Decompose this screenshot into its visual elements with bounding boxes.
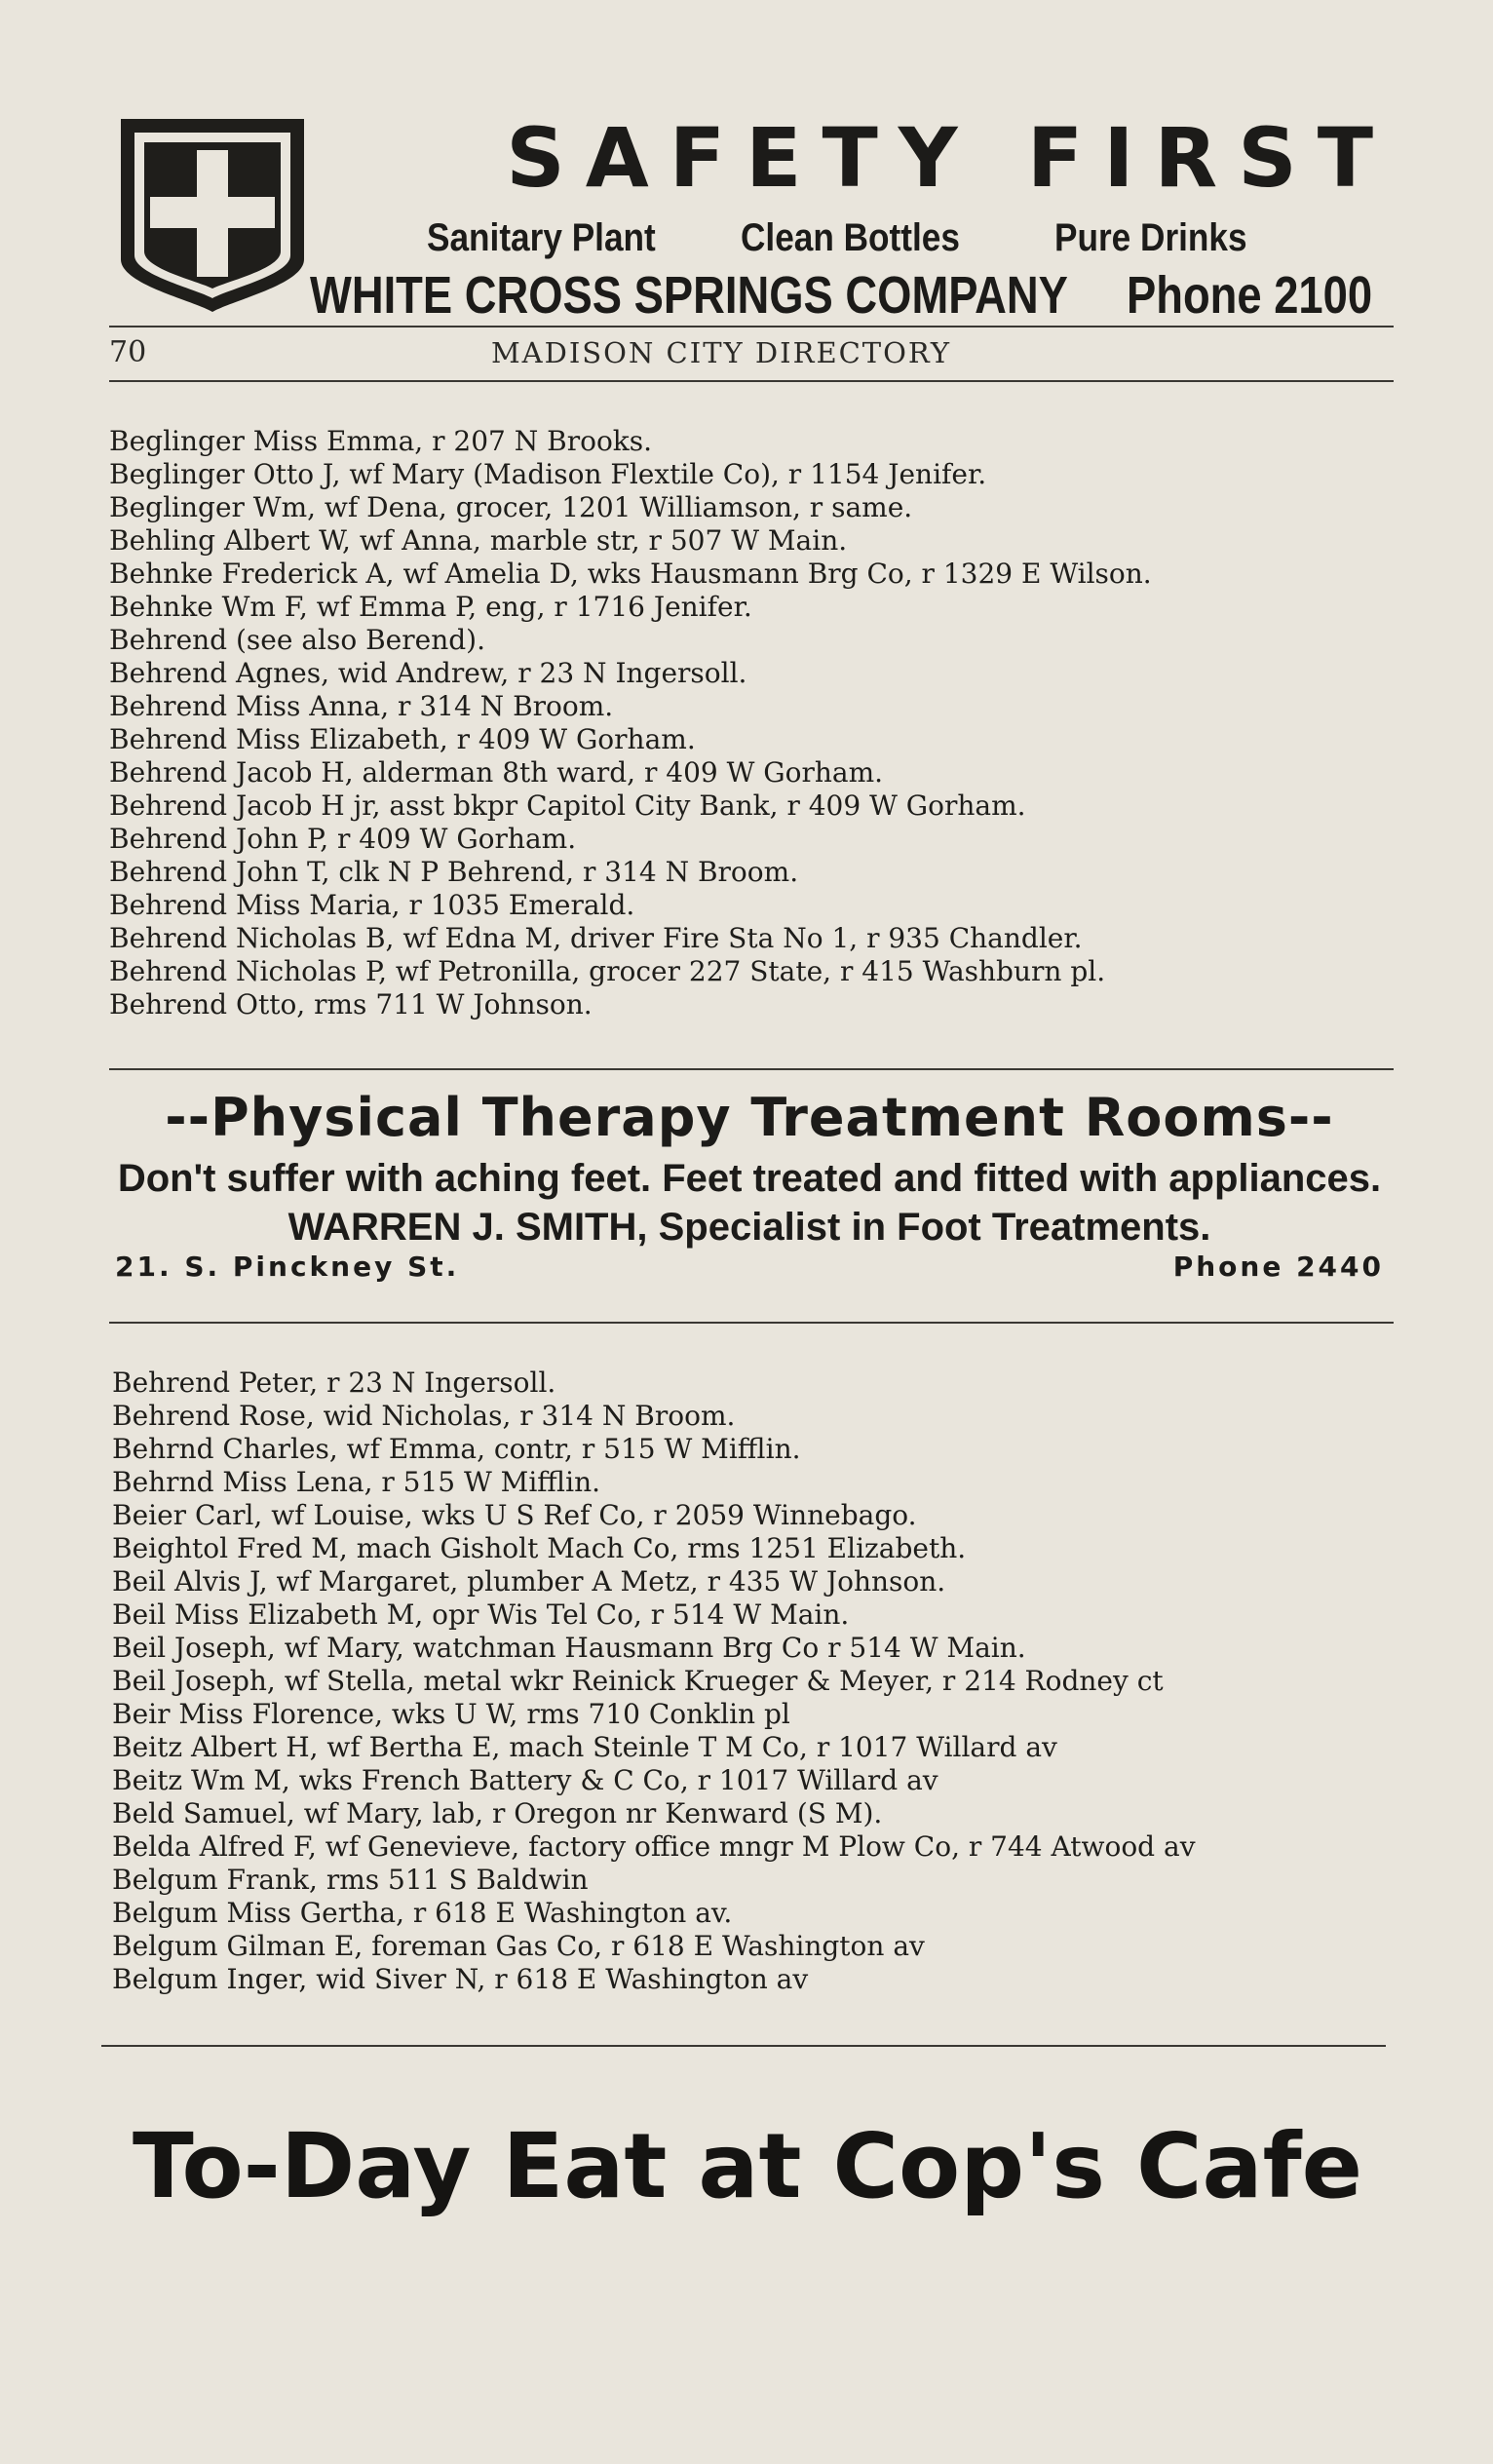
ad-mid-tagline: Don't suffer with aching feet. Feet treated and fitted with appliances. (117, 1157, 1382, 1200)
ad-mid-specialist: WARREN J. SMITH, Specialist in Foot Treatments. (287, 1206, 1211, 1249)
ad-mid-phone: Phone 2440 (1172, 1251, 1384, 1283)
list-item: Behnke Frederick A, wf Amelia D, wks Hausmann Brg Co, r 1329 E Wilson. (109, 558, 1152, 590)
top-advertisement (115, 109, 1394, 325)
ad-tagline-sanitary: Sanitary Plant (427, 216, 656, 259)
list-item: Beil Joseph, wf Mary, watchman Hausmann Brg Co r 514 W Main. (112, 1632, 1026, 1664)
list-item: Beier Carl, wf Louise, wks U S Ref Co, r 2059 Winnebago. (112, 1499, 917, 1531)
list-item: Behrend Miss Anna, r 314 N Broom. (109, 690, 614, 722)
list-item: Behrend John P, r 409 W Gorham. (109, 823, 577, 855)
page-number: 70 (109, 335, 147, 369)
list-item: Behnke Wm F, wf Emma P, eng, r 1716 Jenifer. (109, 591, 752, 623)
list-item: Behrend Peter, r 23 N Ingersoll. (112, 1367, 556, 1399)
list-item: Behrnd Miss Lena, r 515 W Mifflin. (112, 1466, 601, 1498)
directory-listings-bottom (112, 1367, 1196, 1996)
middle-advertisement (115, 1084, 1384, 1296)
list-item: Beglinger Otto J, wf Mary (Madison Flextile Co), r 1154 Jenifer. (109, 458, 987, 490)
list-item: Belgum Inger, wid Siver N, r 618 E Washington av (112, 1963, 809, 1995)
list-item: Behling Albert W, wf Anna, marble str, r 507 W Main. (109, 524, 848, 557)
list-item: Behrnd Charles, wf Emma, contr, r 515 W Mifflin. (112, 1433, 801, 1465)
list-item: Belda Alfred F, wf Genevieve, factory office mngr M Plow Co, r 744 Atwood av (112, 1830, 1196, 1863)
header-rule-bottom (109, 380, 1394, 382)
bottom-advertisement: To-Day Eat at Cop's Cafe (132, 2114, 1363, 2218)
ad-rule-bottom (109, 1322, 1394, 1324)
footer-ad-rule (101, 2045, 1386, 2047)
list-item: Behrend Rose, wid Nicholas, r 314 N Broom. (112, 1400, 736, 1432)
list-item: Beglinger Miss Emma, r 207 N Brooks. (109, 425, 653, 457)
ad-company-name: WHITE CROSS SPRINGS COMPANY (310, 266, 1068, 325)
list-item: Beightol Fred M, mach Gisholt Mach Co, rms 1251 Elizabeth. (112, 1532, 967, 1564)
list-item: Behrend Nicholas B, wf Edna M, driver Fire Sta No 1, r 935 Chandler. (109, 922, 1083, 954)
list-item: Behrend Nicholas P, wf Petronilla, grocer 227 State, r 415 Washburn pl. (109, 955, 1106, 987)
list-item: Beglinger Wm, wf Dena, grocer, 1201 Williamson, r same. (109, 491, 913, 523)
list-item: Belgum Gilman E, foreman Gas Co, r 618 E Washington av (112, 1930, 925, 1962)
list-item: Belgum Miss Gertha, r 618 E Washington av. (112, 1897, 733, 1929)
list-item: Beitz Wm M, wks French Battery & C Co, r 1017 Willard av (112, 1764, 938, 1796)
list-item: Beil Joseph, wf Stella, metal wkr Reinick Krueger & Meyer, r 214 Rodney ct (112, 1665, 1164, 1697)
list-item: Beitz Albert H, wf Bertha E, mach Steinle T M Co, r 1017 Willard av (112, 1731, 1057, 1763)
list-item: Behrend Agnes, wid Andrew, r 23 N Ingersoll. (109, 657, 747, 689)
white-cross-shield-icon (115, 113, 310, 314)
ad-headline: SAFETY FIRST (506, 110, 1394, 206)
ad-tagline-bottles: Clean Bottles (741, 216, 960, 259)
header-rule-top (109, 326, 1394, 327)
directory-listings-top (109, 425, 1152, 1021)
list-item: Beil Miss Elizabeth M, opr Wis Tel Co, r 514 W Main. (112, 1598, 850, 1631)
list-item: Beir Miss Florence, wks U W, rms 710 Conklin pl (112, 1698, 790, 1730)
ad-phone: Phone 2100 (1127, 266, 1373, 325)
list-item: Behrend (see also Berend). (109, 624, 485, 656)
list-item: Beil Alvis J, wf Margaret, plumber A Metz, r 435 W Johnson. (112, 1565, 946, 1598)
list-item: Behrend Miss Maria, r 1035 Emerald. (109, 889, 635, 921)
list-item: Behrend Miss Elizabeth, r 409 W Gorham. (109, 723, 696, 755)
list-item: Behrend Jacob H, alderman 8th ward, r 409 W Gorham. (109, 756, 884, 789)
list-item: Beld Samuel, wf Mary, lab, r Oregon nr Kenward (S M). (112, 1797, 883, 1829)
list-item: Behrend Jacob H jr, asst bkpr Capitol City Bank, r 409 W Gorham. (109, 789, 1026, 822)
ad-rule-top (109, 1068, 1394, 1070)
ad-tagline-drinks: Pure Drinks (1054, 216, 1247, 259)
list-item: Belgum Frank, rms 511 S Baldwin (112, 1864, 589, 1896)
ad-mid-title: --Physical Therapy Treatment Rooms-- (165, 1087, 1334, 1148)
ad-mid-address: 21. S. Pinckney St. (115, 1251, 460, 1283)
running-title: MADISON CITY DIRECTORY (490, 336, 952, 369)
list-item: Behrend Otto, rms 711 W Johnson. (109, 988, 593, 1020)
list-item: Behrend John T, clk N P Behrend, r 314 N Broom. (109, 856, 799, 888)
